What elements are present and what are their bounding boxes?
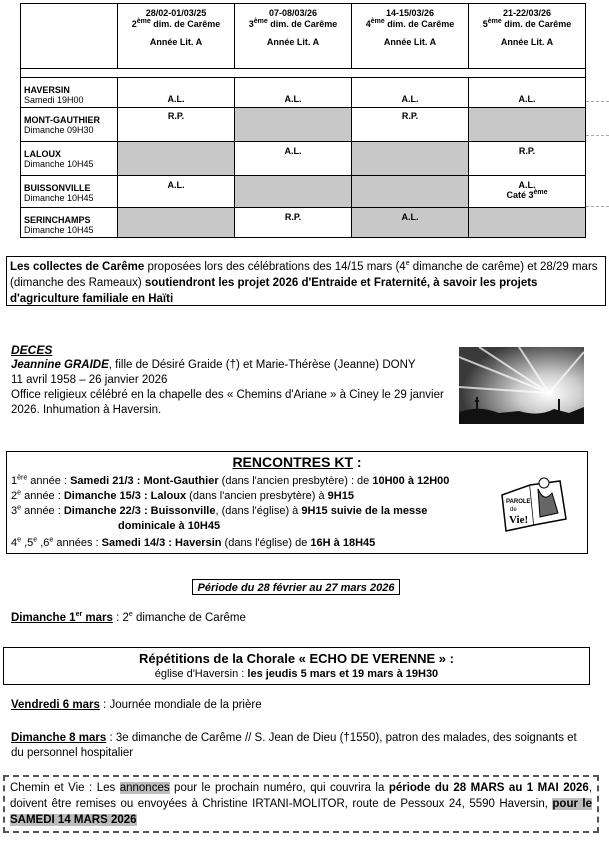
kt-line-2: 2e année : Dimanche 15/3 : Laloux (dans l'ancien presbytère) à 9H15: [11, 489, 354, 502]
sky-photo: [459, 347, 584, 424]
table-cell: R.P.: [352, 108, 469, 142]
table-cell-empty: [118, 142, 235, 176]
deces-dates: 11 avril 1958 – 26 janvier 2026: [11, 374, 168, 386]
table-cell-empty: [118, 208, 235, 238]
table-cell: A.L.: [118, 176, 235, 208]
table-cell-empty: [352, 176, 469, 208]
table-cell-empty: [235, 108, 352, 142]
dashed-rule: [586, 135, 609, 136]
table-cell-empty: [469, 208, 586, 238]
table-cell-empty: [235, 176, 352, 208]
dimanche-8-mars: Dimanche 8 mars : 3e dimanche de Carême // S. Jean de Dieu (†1550), patron des malades, des soignants et du personnel hospitalier: [11, 732, 577, 759]
deces-office: Office religieux célébré en la chapelle des « Chemins d'Ariane » à Ciney le 29 janvier 2026. Inhumation à Haversin.: [11, 389, 444, 416]
table-cell-empty: [352, 142, 469, 176]
kt-line-1: 1ère année : Samedi 21/3 : Mont-Gauthier (dans l'ancien presbytère) : de 10H00 à 12H00: [11, 474, 450, 487]
column-header: 28/02-01/03/25 2ème dim. de Carême Année Lit. A: [118, 4, 235, 69]
row-location: LALOUX Dimanche 10H45: [21, 142, 118, 176]
table-cell: R.P.: [235, 208, 352, 238]
dashed-rule: [586, 101, 609, 102]
kt-box: RENCONTRES KT : 1ère année : Samedi 21/3 : Mont-Gauthier (dans l'ancien presbytère) : de 10H00 à 12H00 2e année : Dimanche 15/3 : Laloux (dans l'ancien presbytère) à 9H15 3e année : Dimanche 22/3 : Buissonville, (dans l'église) à 9H15 suivie de la messe dominicale à 10H45 4e ,5e ,6e années : Samedi 14/3 : Haversin (dans l'église) de 16H à 18H45: [6, 451, 588, 554]
table-cell-empty: [469, 108, 586, 142]
collectes-notice: Les collectes de Carême proposées lors des célébrations des 14/15 mars (4e dimanche de carême) et 28/29 mars (dimanche des Rameaux) soutiendront les projet 2026 d'Entraide et Fraternité, à savoir les projets d'agriculture familiale en Haïti: [6, 256, 606, 306]
dimanche-1-mars: Dimanche 1er mars : 2e dimanche de Carême: [11, 611, 246, 624]
parole-de-vie-illustration: [500, 473, 572, 533]
table-cell: A.L.: [352, 78, 469, 108]
deces-title: DECES: [11, 343, 53, 357]
corner-cell: [21, 4, 118, 69]
chorale-box: Répétitions de la Chorale « ECHO DE VERENNE » : église d'Haversin : les jeudis 5 mars et 19 mars à 19H30: [3, 647, 590, 685]
table-cell: A.L. Caté 3ème: [469, 176, 586, 208]
chemin-et-vie-notice: Chemin et Vie : Les annonces pour le prochain numéro, qui couvrira la période du 28 MARS au 1 MAI 2026, doivent être remises ou envoyées à Christine IRTANI-MOLITOR, route de Pessoux 24, 5590 Haversin, pour le SAMEDI 14 MARS 2026: [3, 775, 599, 833]
row-location: BUISSONVILLE Dimanche 10H45: [21, 176, 118, 208]
row-location: SERINCHAMPS Dimanche 10H45: [21, 208, 118, 238]
de-text: de: [510, 507, 517, 513]
table-cell: A.L.: [352, 208, 469, 238]
kt-title: RENCONTRES KT: [232, 454, 353, 470]
dashed-rule: [586, 206, 609, 207]
table-cell: A.L.: [469, 78, 586, 108]
parole-text: PAROLE: [506, 499, 531, 505]
vie-text: Vie!: [509, 514, 529, 526]
row-location: HAVERSIN Samedi 19H00: [21, 78, 118, 108]
kt-line-3: 3e année : Dimanche 22/3 : Buissonville, (dans l'église) à 9H15 suivie de la messe: [11, 504, 428, 517]
row-location: MONT-GAUTHIER Dimanche 09H30: [21, 108, 118, 142]
schedule-table: [20, 3, 586, 238]
vendredi-6-mars: Vendredi 6 mars : Journée mondiale de la prière: [11, 699, 262, 711]
table-cell: A.L.: [118, 78, 235, 108]
period-label: Période du 28 février au 27 mars 2026: [192, 579, 400, 595]
column-header: 14-15/03/26 4ème dim. de Carême Année Lit. A: [352, 4, 469, 69]
column-header: 21-22/03/26 5ème dim. de Carême Année Lit. A: [469, 4, 586, 69]
table-cell: R.P.: [118, 108, 235, 142]
table-cell: A.L.: [235, 142, 352, 176]
deces-section: DECES Jeannine GRAIDE, fille de Désiré Graide (†) et Marie-Thérèse (Jeanne) DONY 11 avril 1958 – 26 janvier 2026 Office religieux célébré en la chapelle des « Chemins d'Ariane » à Ciney le 29 janvier 2026. Inhumation à Haversin.: [11, 343, 446, 418]
kt-line-3b: dominicale à 10H45: [118, 520, 221, 532]
kt-line-4: 4e ,5e ,6e années : Samedi 14/3 : Haversin (dans l'église) de 16H à 18H45: [11, 536, 376, 549]
chorale-title: Répétitions de la Chorale « ECHO DE VERENNE » :: [139, 651, 454, 666]
column-header: 07-08/03/26 3ème dim. de Carême Année Lit. A: [235, 4, 352, 69]
table-cell: R.P.: [469, 142, 586, 176]
table-cell: A.L.: [235, 78, 352, 108]
